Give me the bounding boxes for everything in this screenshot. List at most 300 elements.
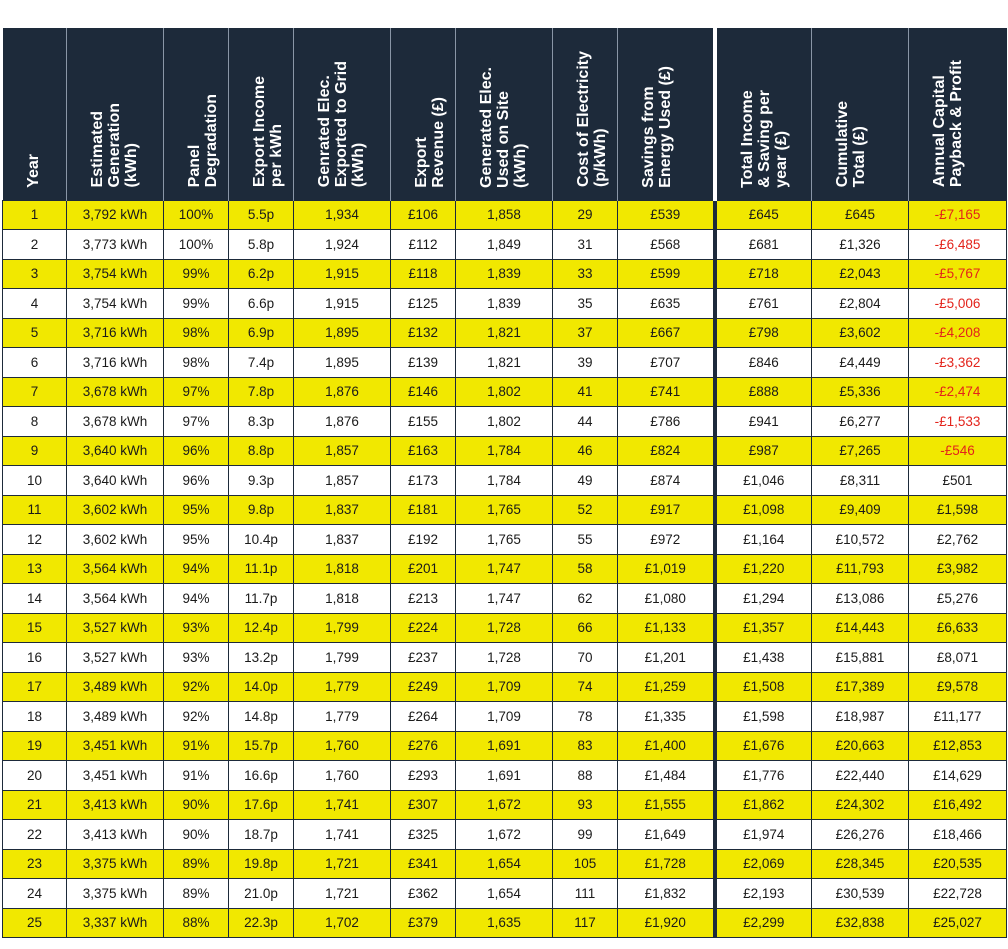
export-income-cell: 5.8p — [229, 230, 294, 260]
payback-cell: £3,982 — [909, 554, 1007, 584]
degradation-cell: 96% — [164, 466, 229, 496]
generation-cell: 3,451 kWh — [67, 731, 164, 761]
savings-cell: £786 — [618, 407, 715, 437]
export-revenue-cell: £106 — [391, 200, 456, 230]
exported-cell: 1,915 — [294, 259, 391, 289]
table-row — [3, 761, 1007, 791]
export-revenue-cell: £325 — [391, 820, 456, 850]
exported-cell: 1,837 — [294, 525, 391, 555]
savings-cell: £539 — [618, 200, 715, 230]
degradation-cell: 91% — [164, 731, 229, 761]
savings-cell: £1,728 — [618, 849, 715, 879]
export-income-cell: 10.4p — [229, 525, 294, 555]
cost-cell: 66 — [553, 613, 618, 643]
degradation-cell: 93% — [164, 643, 229, 673]
header-total-income-saving: Total Income & Saving per year (£) — [715, 28, 812, 200]
exported-cell: 1,779 — [294, 672, 391, 702]
export-revenue-cell: £181 — [391, 495, 456, 525]
total-income-cell: £1,357 — [715, 613, 812, 643]
cost-cell: 35 — [553, 289, 618, 319]
year-cell: 24 — [3, 879, 67, 909]
generation-cell: 3,754 kWh — [67, 289, 164, 319]
degradation-cell: 97% — [164, 407, 229, 437]
generation-cell: 3,527 kWh — [67, 613, 164, 643]
export-income-cell: 11.7p — [229, 584, 294, 614]
payback-cell: -£3,362 — [909, 348, 1007, 378]
header-exported-to-grid: Genrated Elec. Exported to Grid (kWh) — [294, 28, 391, 200]
total-income-cell: £718 — [715, 259, 812, 289]
table-row — [3, 554, 1007, 584]
header-row — [3, 28, 1007, 200]
header-annual-payback: Annual Capital Payback & Profit — [909, 28, 1007, 200]
cost-cell: 44 — [553, 407, 618, 437]
cumulative-cell: £7,265 — [812, 436, 909, 466]
used-on-site-cell: 1,839 — [456, 289, 553, 319]
export-revenue-cell: £146 — [391, 377, 456, 407]
exported-cell: 1,837 — [294, 495, 391, 525]
savings-cell: £1,920 — [618, 908, 715, 938]
export-income-cell: 15.7p — [229, 731, 294, 761]
used-on-site-cell: 1,691 — [456, 731, 553, 761]
payback-cell: -£4,208 — [909, 318, 1007, 348]
year-cell: 1 — [3, 200, 67, 230]
degradation-cell: 95% — [164, 495, 229, 525]
export-income-cell: 11.1p — [229, 554, 294, 584]
savings-cell: £972 — [618, 525, 715, 555]
cost-cell: 58 — [553, 554, 618, 584]
year-cell: 16 — [3, 643, 67, 673]
cost-cell: 88 — [553, 761, 618, 791]
degradation-cell: 96% — [164, 436, 229, 466]
year-cell: 13 — [3, 554, 67, 584]
savings-cell: £1,259 — [618, 672, 715, 702]
cost-cell: 93 — [553, 790, 618, 820]
export-revenue-cell: £307 — [391, 790, 456, 820]
year-cell: 5 — [3, 318, 67, 348]
degradation-cell: 93% — [164, 613, 229, 643]
used-on-site-cell: 1,709 — [456, 702, 553, 732]
cumulative-cell: £6,277 — [812, 407, 909, 437]
cost-cell: 39 — [553, 348, 618, 378]
table-row — [3, 731, 1007, 761]
table-row — [3, 289, 1007, 319]
used-on-site-cell: 1,635 — [456, 908, 553, 938]
header-year: Year — [3, 28, 67, 200]
savings-cell: £635 — [618, 289, 715, 319]
year-cell: 22 — [3, 820, 67, 850]
exported-cell: 1,857 — [294, 436, 391, 466]
exported-cell: 1,760 — [294, 731, 391, 761]
used-on-site-cell: 1,802 — [456, 377, 553, 407]
payback-cell: £12,853 — [909, 731, 1007, 761]
export-revenue-cell: £201 — [391, 554, 456, 584]
payback-cell: £1,598 — [909, 495, 1007, 525]
savings-cell: £1,133 — [618, 613, 715, 643]
payback-cell: £14,629 — [909, 761, 1007, 791]
used-on-site-cell: 1,784 — [456, 466, 553, 496]
cumulative-cell: £18,987 — [812, 702, 909, 732]
table-row — [3, 849, 1007, 879]
export-revenue-cell: £362 — [391, 879, 456, 909]
savings-cell: £1,400 — [618, 731, 715, 761]
cost-cell: 52 — [553, 495, 618, 525]
used-on-site-cell: 1,821 — [456, 318, 553, 348]
cost-cell: 49 — [553, 466, 618, 496]
total-income-cell: £1,508 — [715, 672, 812, 702]
export-revenue-cell: £192 — [391, 525, 456, 555]
table-row — [3, 613, 1007, 643]
year-cell: 9 — [3, 436, 67, 466]
year-cell: 7 — [3, 377, 67, 407]
year-cell: 15 — [3, 613, 67, 643]
savings-cell: £1,335 — [618, 702, 715, 732]
exported-cell: 1,741 — [294, 820, 391, 850]
export-revenue-cell: £224 — [391, 613, 456, 643]
payback-cell: £6,633 — [909, 613, 1007, 643]
total-income-cell: £2,193 — [715, 879, 812, 909]
year-cell: 19 — [3, 731, 67, 761]
cost-cell: 74 — [553, 672, 618, 702]
export-revenue-cell: £132 — [391, 318, 456, 348]
export-income-cell: 7.4p — [229, 348, 294, 378]
payback-cell: -£5,006 — [909, 289, 1007, 319]
cost-cell: 33 — [553, 259, 618, 289]
exported-cell: 1,741 — [294, 790, 391, 820]
generation-cell: 3,413 kWh — [67, 820, 164, 850]
table-row — [3, 466, 1007, 496]
generation-cell: 3,375 kWh — [67, 879, 164, 909]
cost-cell: 41 — [553, 377, 618, 407]
exported-cell: 1,702 — [294, 908, 391, 938]
used-on-site-cell: 1,839 — [456, 259, 553, 289]
export-income-cell: 9.3p — [229, 466, 294, 496]
total-income-cell: £645 — [715, 200, 812, 230]
export-revenue-cell: £293 — [391, 761, 456, 791]
export-revenue-cell: £276 — [391, 731, 456, 761]
export-income-cell: 7.8p — [229, 377, 294, 407]
degradation-cell: 92% — [164, 702, 229, 732]
generation-cell: 3,602 kWh — [67, 525, 164, 555]
export-income-cell: 13.2p — [229, 643, 294, 673]
export-income-cell: 21.0p — [229, 879, 294, 909]
year-cell: 2 — [3, 230, 67, 260]
cumulative-cell: £32,838 — [812, 908, 909, 938]
export-revenue-cell: £139 — [391, 348, 456, 378]
cumulative-cell: £14,443 — [812, 613, 909, 643]
degradation-cell: 94% — [164, 584, 229, 614]
export-revenue-cell: £173 — [391, 466, 456, 496]
cost-cell: 111 — [553, 879, 618, 909]
export-income-cell: 18.7p — [229, 820, 294, 850]
degradation-cell: 90% — [164, 790, 229, 820]
used-on-site-cell: 1,821 — [456, 348, 553, 378]
total-income-cell: £1,220 — [715, 554, 812, 584]
total-income-cell: £1,164 — [715, 525, 812, 555]
degradation-cell: 97% — [164, 377, 229, 407]
savings-cell: £707 — [618, 348, 715, 378]
total-income-cell: £2,069 — [715, 849, 812, 879]
year-cell: 17 — [3, 672, 67, 702]
cost-cell: 29 — [553, 200, 618, 230]
savings-cell: £568 — [618, 230, 715, 260]
cumulative-cell: £5,336 — [812, 377, 909, 407]
exported-cell: 1,799 — [294, 613, 391, 643]
used-on-site-cell: 1,858 — [456, 200, 553, 230]
payback-cell: £18,466 — [909, 820, 1007, 850]
payback-cell: £20,535 — [909, 849, 1007, 879]
exported-cell: 1,924 — [294, 230, 391, 260]
savings-cell: £1,555 — [618, 790, 715, 820]
used-on-site-cell: 1,784 — [456, 436, 553, 466]
savings-cell: £824 — [618, 436, 715, 466]
total-income-cell: £1,294 — [715, 584, 812, 614]
year-cell: 6 — [3, 348, 67, 378]
cumulative-cell: £2,043 — [812, 259, 909, 289]
payback-cell: £9,578 — [909, 672, 1007, 702]
table-row — [3, 407, 1007, 437]
generation-cell: 3,602 kWh — [67, 495, 164, 525]
generation-cell: 3,564 kWh — [67, 554, 164, 584]
degradation-cell: 94% — [164, 554, 229, 584]
savings-cell: £599 — [618, 259, 715, 289]
cost-cell: 70 — [553, 643, 618, 673]
export-income-cell: 6.6p — [229, 289, 294, 319]
generation-cell: 3,527 kWh — [67, 643, 164, 673]
payback-cell: £11,177 — [909, 702, 1007, 732]
used-on-site-cell: 1,747 — [456, 584, 553, 614]
used-on-site-cell: 1,728 — [456, 613, 553, 643]
savings-cell: £1,080 — [618, 584, 715, 614]
cumulative-cell: £10,572 — [812, 525, 909, 555]
exported-cell: 1,721 — [294, 849, 391, 879]
exported-cell: 1,934 — [294, 200, 391, 230]
year-cell: 10 — [3, 466, 67, 496]
payback-cell: -£1,533 — [909, 407, 1007, 437]
exported-cell: 1,799 — [294, 643, 391, 673]
payback-cell: £8,071 — [909, 643, 1007, 673]
savings-cell: £874 — [618, 466, 715, 496]
table-row — [3, 908, 1007, 938]
used-on-site-cell: 1,765 — [456, 495, 553, 525]
table-row — [3, 820, 1007, 850]
cumulative-cell: £24,302 — [812, 790, 909, 820]
export-revenue-cell: £163 — [391, 436, 456, 466]
table-row — [3, 525, 1007, 555]
year-cell: 21 — [3, 790, 67, 820]
export-income-cell: 8.3p — [229, 407, 294, 437]
used-on-site-cell: 1,802 — [456, 407, 553, 437]
payback-cell: £5,276 — [909, 584, 1007, 614]
cost-cell: 46 — [553, 436, 618, 466]
export-revenue-cell: £379 — [391, 908, 456, 938]
degradation-cell: 92% — [164, 672, 229, 702]
exported-cell: 1,779 — [294, 702, 391, 732]
total-income-cell: £846 — [715, 348, 812, 378]
table-row — [3, 672, 1007, 702]
total-income-cell: £2,299 — [715, 908, 812, 938]
total-income-cell: £1,098 — [715, 495, 812, 525]
generation-cell: 3,792 kWh — [67, 200, 164, 230]
generation-cell: 3,564 kWh — [67, 584, 164, 614]
cost-cell: 55 — [553, 525, 618, 555]
cost-cell: 37 — [553, 318, 618, 348]
cumulative-cell: £3,602 — [812, 318, 909, 348]
export-income-cell: 22.3p — [229, 908, 294, 938]
generation-cell: 3,489 kWh — [67, 702, 164, 732]
year-cell: 18 — [3, 702, 67, 732]
degradation-cell: 99% — [164, 259, 229, 289]
export-revenue-cell: £118 — [391, 259, 456, 289]
payback-cell: -£2,474 — [909, 377, 1007, 407]
table-row — [3, 584, 1007, 614]
table-row — [3, 702, 1007, 732]
cumulative-cell: £4,449 — [812, 348, 909, 378]
export-income-cell: 6.2p — [229, 259, 294, 289]
exported-cell: 1,818 — [294, 554, 391, 584]
payback-cell: -£5,767 — [909, 259, 1007, 289]
savings-cell: £1,201 — [618, 643, 715, 673]
degradation-cell: 99% — [164, 289, 229, 319]
year-cell: 12 — [3, 525, 67, 555]
degradation-cell: 89% — [164, 849, 229, 879]
export-revenue-cell: £213 — [391, 584, 456, 614]
table-row — [3, 436, 1007, 466]
cumulative-cell: £26,276 — [812, 820, 909, 850]
degradation-cell: 100% — [164, 200, 229, 230]
table-row — [3, 879, 1007, 909]
degradation-cell: 98% — [164, 348, 229, 378]
year-cell: 8 — [3, 407, 67, 437]
exported-cell: 1,760 — [294, 761, 391, 791]
degradation-cell: 95% — [164, 525, 229, 555]
table-row — [3, 200, 1007, 230]
total-income-cell: £1,676 — [715, 731, 812, 761]
generation-cell: 3,716 kWh — [67, 348, 164, 378]
generation-cell: 3,451 kWh — [67, 761, 164, 791]
total-income-cell: £1,598 — [715, 702, 812, 732]
generation-cell: 3,678 kWh — [67, 407, 164, 437]
used-on-site-cell: 1,672 — [456, 790, 553, 820]
payback-cell: £22,728 — [909, 879, 1007, 909]
exported-cell: 1,857 — [294, 466, 391, 496]
header-cumulative-total: Cumulative Total (£) — [812, 28, 909, 200]
cumulative-cell: £15,881 — [812, 643, 909, 673]
generation-cell: 3,773 kWh — [67, 230, 164, 260]
cost-cell: 62 — [553, 584, 618, 614]
exported-cell: 1,876 — [294, 407, 391, 437]
total-income-cell: £798 — [715, 318, 812, 348]
table-body — [3, 200, 1007, 938]
exported-cell: 1,895 — [294, 318, 391, 348]
used-on-site-cell: 1,849 — [456, 230, 553, 260]
year-cell: 11 — [3, 495, 67, 525]
export-income-cell: 12.4p — [229, 613, 294, 643]
degradation-cell: 91% — [164, 761, 229, 791]
degradation-cell: 90% — [164, 820, 229, 850]
used-on-site-cell: 1,709 — [456, 672, 553, 702]
year-cell: 14 — [3, 584, 67, 614]
export-revenue-cell: £125 — [391, 289, 456, 319]
total-income-cell: £1,974 — [715, 820, 812, 850]
cumulative-cell: £28,345 — [812, 849, 909, 879]
export-income-cell: 14.0p — [229, 672, 294, 702]
payback-cell: -£546 — [909, 436, 1007, 466]
cumulative-cell: £11,793 — [812, 554, 909, 584]
exported-cell: 1,818 — [294, 584, 391, 614]
header-savings-energy-used: Savings from Energy Used (£) — [618, 28, 715, 200]
export-income-cell: 19.8p — [229, 849, 294, 879]
cost-cell: 99 — [553, 820, 618, 850]
generation-cell: 3,716 kWh — [67, 318, 164, 348]
cumulative-cell: £645 — [812, 200, 909, 230]
savings-cell: £667 — [618, 318, 715, 348]
table-row — [3, 259, 1007, 289]
year-cell: 20 — [3, 761, 67, 791]
generation-cell: 3,640 kWh — [67, 466, 164, 496]
payback-cell: £25,027 — [909, 908, 1007, 938]
generation-cell: 3,375 kWh — [67, 849, 164, 879]
export-income-cell: 14.8p — [229, 702, 294, 732]
cumulative-cell: £30,539 — [812, 879, 909, 909]
export-income-cell: 8.8p — [229, 436, 294, 466]
degradation-cell: 100% — [164, 230, 229, 260]
degradation-cell: 88% — [164, 908, 229, 938]
cumulative-cell: £22,440 — [812, 761, 909, 791]
table-row — [3, 348, 1007, 378]
export-income-cell: 9.8p — [229, 495, 294, 525]
generation-cell: 3,337 kWh — [67, 908, 164, 938]
used-on-site-cell: 1,728 — [456, 643, 553, 673]
total-income-cell: £1,046 — [715, 466, 812, 496]
header-estimated-generation: Estimated Generation (kWh) — [67, 28, 164, 200]
table-row — [3, 643, 1007, 673]
export-revenue-cell: £237 — [391, 643, 456, 673]
cost-cell: 117 — [553, 908, 618, 938]
table-row — [3, 495, 1007, 525]
used-on-site-cell: 1,691 — [456, 761, 553, 791]
generation-cell: 3,678 kWh — [67, 377, 164, 407]
export-revenue-cell: £155 — [391, 407, 456, 437]
used-on-site-cell: 1,654 — [456, 849, 553, 879]
payback-cell: £501 — [909, 466, 1007, 496]
exported-cell: 1,895 — [294, 348, 391, 378]
total-income-cell: £761 — [715, 289, 812, 319]
cumulative-cell: £1,326 — [812, 230, 909, 260]
year-cell: 3 — [3, 259, 67, 289]
total-income-cell: £987 — [715, 436, 812, 466]
header-export-revenue: Export Revenue (£) — [391, 28, 456, 200]
used-on-site-cell: 1,747 — [456, 554, 553, 584]
table-row — [3, 230, 1007, 260]
used-on-site-cell: 1,765 — [456, 525, 553, 555]
export-income-cell: 16.6p — [229, 761, 294, 791]
table-row — [3, 790, 1007, 820]
cost-cell: 105 — [553, 849, 618, 879]
exported-cell: 1,721 — [294, 879, 391, 909]
generation-cell: 3,489 kWh — [67, 672, 164, 702]
degradation-cell: 98% — [164, 318, 229, 348]
export-income-cell: 6.9p — [229, 318, 294, 348]
year-cell: 25 — [3, 908, 67, 938]
savings-cell: £1,019 — [618, 554, 715, 584]
cost-cell: 78 — [553, 702, 618, 732]
payback-cell: -£6,485 — [909, 230, 1007, 260]
generation-cell: 3,754 kWh — [67, 259, 164, 289]
payback-cell: £2,762 — [909, 525, 1007, 555]
savings-cell: £1,484 — [618, 761, 715, 791]
cumulative-cell: £2,804 — [812, 289, 909, 319]
export-revenue-cell: £112 — [391, 230, 456, 260]
